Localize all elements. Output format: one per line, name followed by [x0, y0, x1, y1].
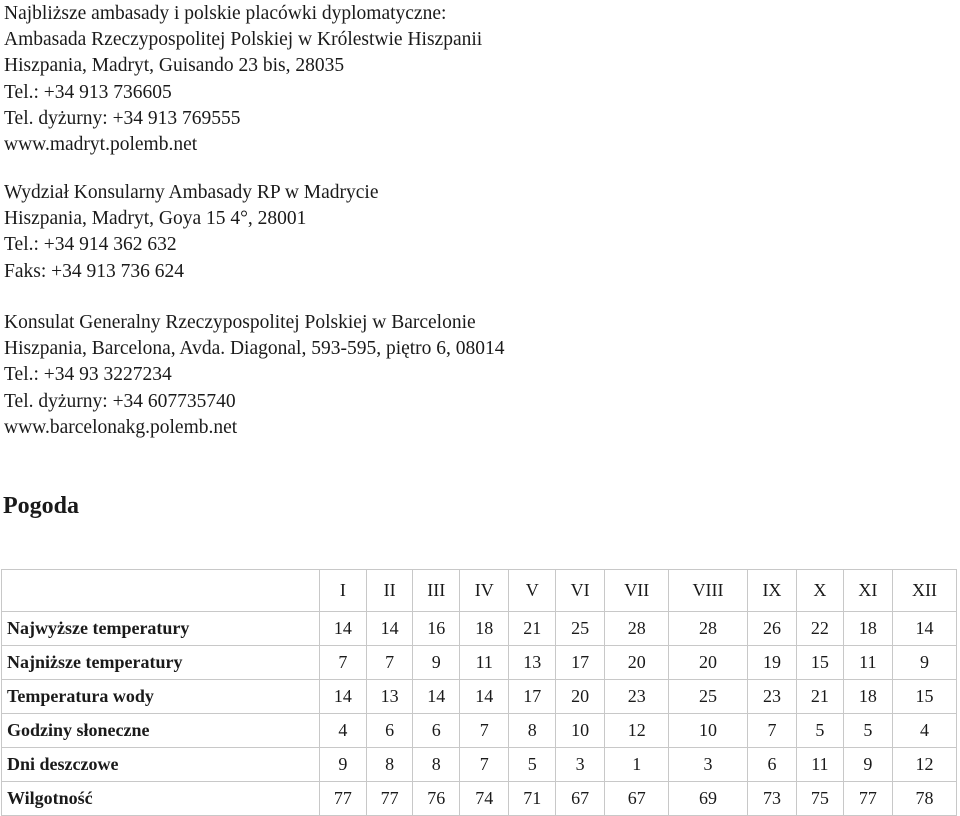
embassy-section	[4, 1, 482, 158]
table-cell: 14	[320, 612, 367, 646]
row-label: Temperatura wody	[2, 680, 320, 714]
embassy-name: Ambasada Rzeczypospolitej Polskiej w Królestwie Hiszpanii	[4, 29, 483, 51]
table-cell: 5	[509, 748, 556, 782]
table-cell: 4	[320, 714, 367, 748]
table-cell: 7	[460, 748, 509, 782]
weather-title: Pogoda	[3, 493, 80, 519]
embassy-phone: Tel.: +34 913 736605	[4, 81, 172, 103]
consulate-section	[4, 310, 505, 441]
table-cell: 28	[605, 612, 669, 646]
table-cell: 6	[366, 714, 413, 748]
row-label: Dni deszczowe	[2, 748, 320, 782]
table-cell: 21	[797, 680, 844, 714]
table-cell: 12	[892, 748, 956, 782]
table-cell: 10	[669, 714, 748, 748]
table-cell: 17	[509, 680, 556, 714]
month-header: XI	[843, 570, 892, 612]
table-row	[2, 748, 957, 782]
table-cell: 10	[556, 714, 605, 748]
table-cell: 5	[797, 714, 844, 748]
row-label: Najwyższe temperatury	[2, 612, 320, 646]
table-cell: 5	[843, 714, 892, 748]
table-cell: 71	[509, 782, 556, 816]
consular-section	[4, 180, 379, 285]
table-cell: 9	[843, 748, 892, 782]
month-header: VI	[556, 570, 605, 612]
table-cell: 14	[892, 612, 956, 646]
table-cell: 14	[460, 680, 509, 714]
embassy-duty-phone: Tel. dyżurny: +34 913 769555	[4, 107, 241, 129]
table-cell: 11	[797, 748, 844, 782]
table-cell: 8	[413, 748, 460, 782]
table-cell: 20	[556, 680, 605, 714]
table-cell: 9	[892, 646, 956, 680]
table-cell: 18	[460, 612, 509, 646]
consular-fax: Faks: +34 913 736 624	[4, 260, 185, 282]
table-cell: 14	[366, 612, 413, 646]
month-header: IV	[460, 570, 509, 612]
table-cell: 78	[892, 782, 956, 816]
table-cell: 77	[320, 782, 367, 816]
table-cell: 7	[747, 714, 796, 748]
month-header: VII	[605, 570, 669, 612]
table-cell: 17	[556, 646, 605, 680]
table-cell: 9	[320, 748, 367, 782]
table-cell: 14	[413, 680, 460, 714]
month-header: X	[797, 570, 844, 612]
table-cell: 69	[669, 782, 748, 816]
table-cell: 14	[320, 680, 367, 714]
table-cell: 6	[413, 714, 460, 748]
table-cell: 11	[460, 646, 509, 680]
weather-corner-cell	[2, 570, 320, 612]
row-label: Najniższe temperatury	[2, 646, 320, 680]
consulate-name: Konsulat Generalny Rzeczypospolitej Polskiej w Barcelonie	[4, 312, 476, 333]
month-header: VIII	[669, 570, 748, 612]
row-label: Godziny słoneczne	[2, 714, 320, 748]
table-cell: 3	[556, 748, 605, 782]
consulate-website: www.barcelonakg.polemb.net	[4, 416, 238, 438]
month-header: V	[509, 570, 556, 612]
consular-phone: Tel.: +34 914 362 632	[4, 234, 177, 256]
weather-table-body	[2, 612, 957, 816]
table-cell: 25	[669, 680, 748, 714]
table-cell: 3	[669, 748, 748, 782]
table-cell: 15	[892, 680, 956, 714]
table-cell: 25	[556, 612, 605, 646]
table-cell: 73	[747, 782, 796, 816]
table-row	[2, 680, 957, 714]
table-cell: 7	[320, 646, 367, 680]
table-cell: 6	[747, 748, 796, 782]
month-header: IX	[747, 570, 796, 612]
table-cell: 20	[605, 646, 669, 680]
month-header: III	[413, 570, 460, 612]
row-label: Wilgotność	[2, 782, 320, 816]
table-cell: 67	[605, 782, 669, 816]
table-cell: 23	[605, 680, 669, 714]
table-row	[2, 714, 957, 748]
table-cell: 1	[605, 748, 669, 782]
embassy-address: Hiszpania, Madryt, Guisando 23 bis, 28035	[4, 55, 345, 77]
table-row	[2, 646, 957, 680]
consular-address: Hiszpania, Madryt, Goya 15 4°, 28001	[4, 208, 307, 230]
table-cell: 77	[366, 782, 413, 816]
table-cell: 75	[797, 782, 844, 816]
weather-header-row	[2, 570, 957, 612]
month-header: XII	[892, 570, 956, 612]
table-cell: 13	[509, 646, 556, 680]
table-cell: 22	[797, 612, 844, 646]
table-cell: 67	[556, 782, 605, 816]
table-cell: 21	[509, 612, 556, 646]
table-cell: 77	[843, 782, 892, 816]
table-cell: 74	[460, 782, 509, 816]
contacts-heading: Najbliższe ambasady i polskie placówki dyplomatyczne:	[4, 3, 447, 24]
table-cell: 7	[366, 646, 413, 680]
table-cell: 7	[460, 714, 509, 748]
consular-name: Wydział Konsularny Ambasady RP w Madrycie	[4, 182, 379, 203]
embassy-website: www.madryt.polemb.net	[4, 134, 198, 156]
table-cell: 19	[747, 646, 796, 680]
table-cell: 18	[843, 680, 892, 714]
table-cell: 12	[605, 714, 669, 748]
table-cell: 11	[843, 646, 892, 680]
table-cell: 18	[843, 612, 892, 646]
table-cell: 76	[413, 782, 460, 816]
table-cell: 9	[413, 646, 460, 680]
consulate-phone: Tel.: +34 93 3227234	[4, 364, 172, 386]
table-row	[2, 612, 957, 646]
table-cell: 8	[366, 748, 413, 782]
month-header: I	[320, 570, 367, 612]
table-cell: 20	[669, 646, 748, 680]
table-cell: 28	[669, 612, 748, 646]
table-row	[2, 782, 957, 816]
table-cell: 15	[797, 646, 844, 680]
table-cell: 4	[892, 714, 956, 748]
table-cell: 26	[747, 612, 796, 646]
table-cell: 16	[413, 612, 460, 646]
month-header: II	[366, 570, 413, 612]
table-cell: 13	[366, 680, 413, 714]
weather-table	[1, 569, 957, 816]
consulate-address: Hiszpania, Barcelona, Avda. Diagonal, 593-595, piętro 6, 08014	[4, 338, 505, 360]
consulate-duty-phone: Tel. dyżurny: +34 607735740	[4, 390, 236, 412]
table-cell: 23	[747, 680, 796, 714]
table-cell: 8	[509, 714, 556, 748]
